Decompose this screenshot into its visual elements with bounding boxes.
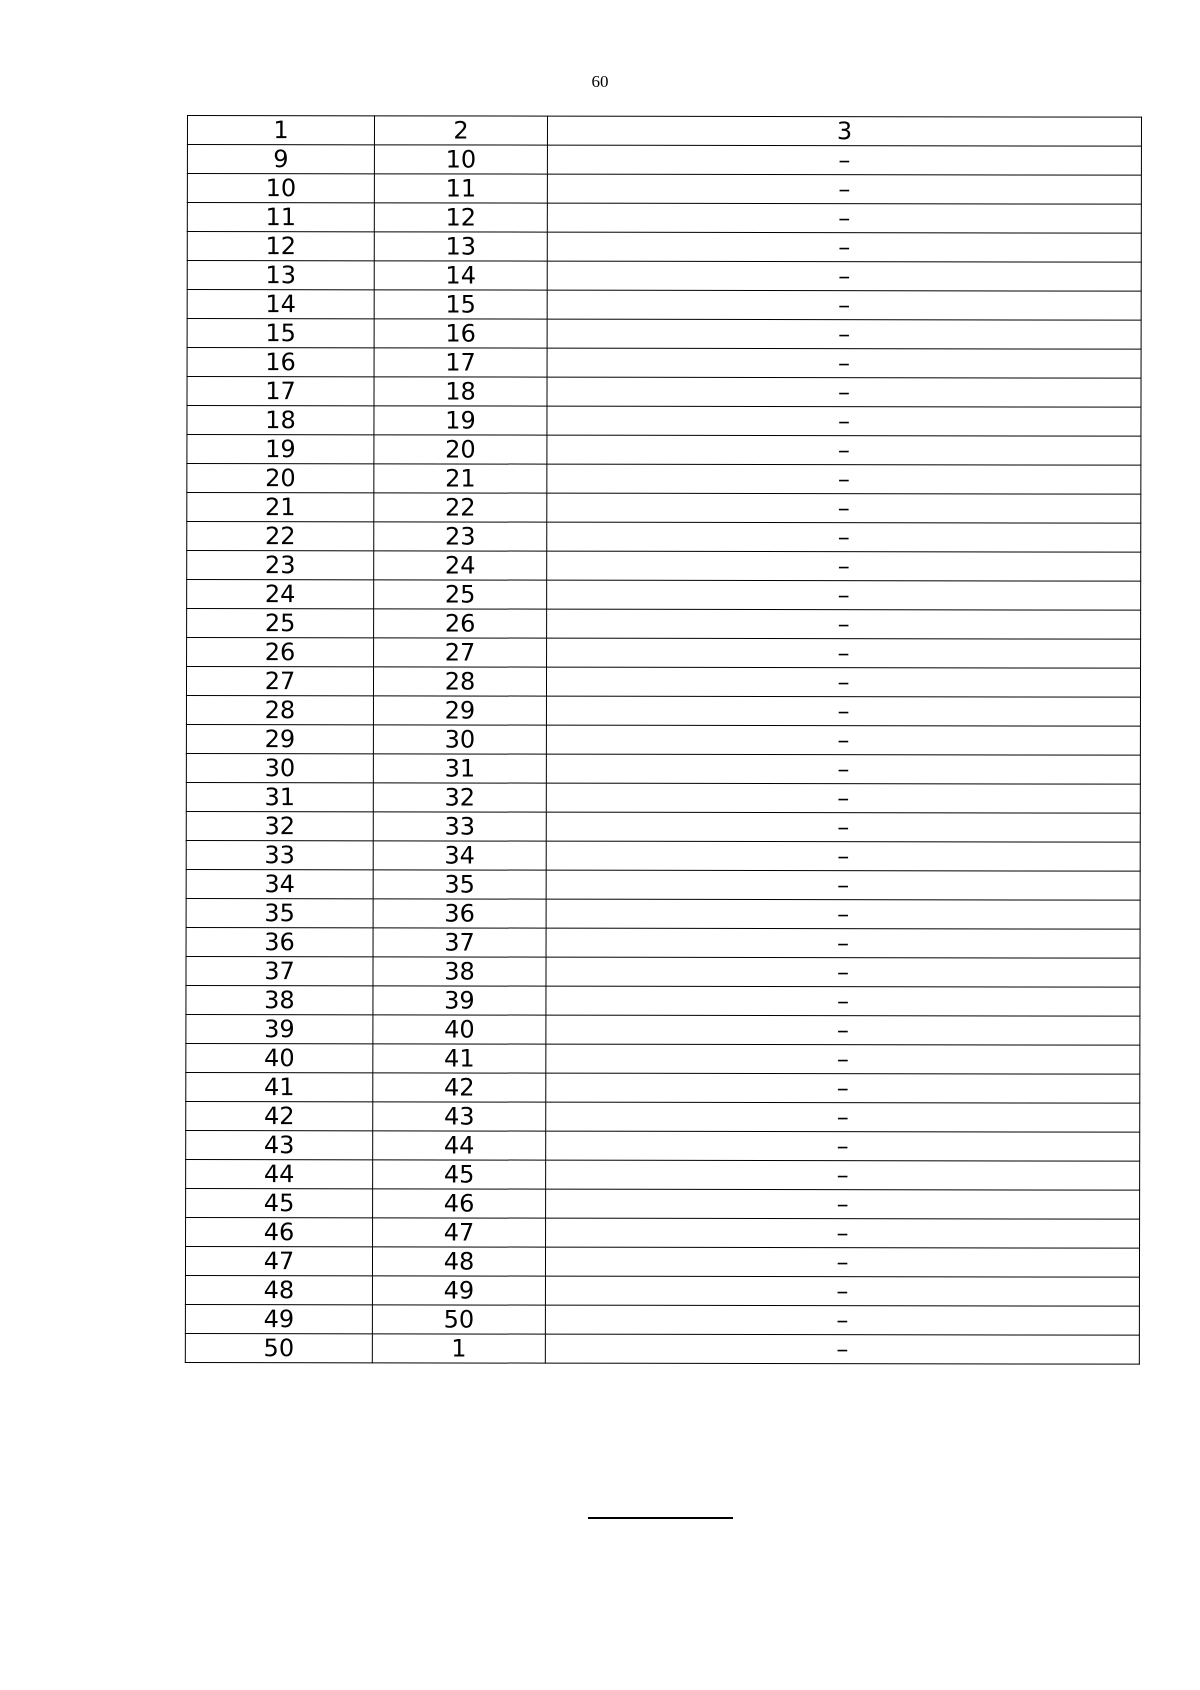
table-row [185,1333,1139,1364]
table-cell-col-2: 15 [374,290,547,319]
table-cell-col-2: 23 [374,522,547,551]
table-cell-col-2: 44 [373,1131,546,1160]
table-cell-col-2: 37 [373,928,546,957]
table-cell-col-1: 1 [187,116,374,145]
table-row [187,348,1141,379]
table-cell-col-2: 20 [374,435,547,464]
table-cell-col-2: 25 [374,580,547,609]
table-cell-col-3: – [546,812,1140,842]
table-cell-col-3: – [546,1073,1140,1103]
table-row [187,638,1141,669]
table-cell-col-2: 35 [373,870,546,899]
table-row [187,522,1141,553]
table-cell-col-2: 31 [373,754,546,783]
table-cell-col-3: – [547,145,1141,175]
table-cell-col-2: 40 [373,1015,546,1044]
table-cell-col-1: 15 [187,319,374,348]
table-cell-col-3: – [546,1015,1140,1045]
table-row [186,840,1140,871]
table-row [187,203,1141,234]
table-row [187,406,1141,437]
table-cell-col-2: 22 [374,493,547,522]
table-cell-col-1: 28 [186,696,373,725]
table-cell-col-2: 19 [374,406,547,435]
page-number: 60 [591,72,609,91]
table-cell-col-1: 10 [187,174,374,203]
table-cell-col-3: – [547,203,1141,233]
table-cell-col-1: 9 [187,145,374,174]
table-cell-col-2: 28 [373,667,546,696]
table-cell-col-1: 38 [186,985,373,1014]
table-row [186,1217,1140,1248]
table-cell-col-2: 32 [373,783,546,812]
table-row [186,1130,1140,1161]
table-cell-col-1: 31 [186,782,373,811]
table-row [187,261,1141,292]
table-cell-col-2: 12 [374,203,547,232]
table-cell-col-3: – [546,1044,1140,1074]
table-cell-col-1: 33 [186,840,373,869]
table-cell-col-3: – [546,1189,1140,1219]
table-cell-col-3: – [547,609,1141,639]
table-row [186,811,1140,842]
table-cell-col-3: – [546,696,1140,726]
table-cell-col-3: – [547,464,1141,494]
table-cell-col-3: – [546,667,1140,697]
table-cell-col-3: – [547,290,1141,320]
table-row [187,493,1141,524]
table-cell-col-1: 27 [186,667,373,696]
table-row [186,1101,1140,1132]
table-cell-col-2: 11 [374,174,547,203]
table-cell-col-2: 46 [373,1189,546,1218]
table-cell-col-1: 14 [187,290,374,319]
data-table [185,115,1142,1365]
table-row [185,1304,1139,1335]
table-cell-col-3: – [547,174,1141,204]
table-cell-col-1: 23 [187,551,374,580]
table-row [186,724,1140,755]
table-cell-col-2: 26 [374,609,547,638]
table-cell-col-3: – [546,870,1140,900]
table-cell-col-1: 43 [186,1130,373,1159]
table-cell-col-1: 26 [187,638,374,667]
table-cell-col-3: – [547,522,1141,552]
table-cell-col-2: 2 [374,116,547,145]
table-cell-col-1: 50 [185,1333,372,1362]
table-row [186,1159,1140,1190]
table-cell-col-1: 30 [186,753,373,782]
table-cell-col-1: 20 [187,464,374,493]
table-cell-col-3: – [546,725,1140,755]
table-cell-col-2: 24 [374,551,547,580]
table-cell-col-3: – [545,1334,1139,1364]
table-cell-col-2: 48 [372,1247,545,1276]
table-cell-col-1: 42 [186,1101,373,1130]
table-row [186,696,1140,727]
table-cell-col-1: 12 [187,232,374,261]
table-cell-col-3: – [545,1247,1139,1277]
table-cell-col-2: 30 [373,725,546,754]
table-cell-col-2: 39 [373,986,546,1015]
table-cell-col-3: – [547,638,1141,668]
table-row [187,319,1141,350]
table-row [186,956,1140,987]
table-cell-col-2: 1 [372,1334,545,1363]
table-row [186,782,1140,813]
table-row [187,232,1141,263]
table-cell-col-3: – [547,348,1141,378]
table-cell-col-3: – [546,957,1140,987]
table-row [186,1072,1140,1103]
table-cell-col-2: 27 [374,638,547,667]
table-cell-col-2: 47 [373,1218,546,1247]
table-cell-col-2: 10 [374,145,547,174]
table-cell-col-3: – [547,406,1141,436]
table-row [186,1043,1140,1074]
table-cell-col-2: 21 [374,464,547,493]
table-cell-col-2: 43 [373,1102,546,1131]
table-cell-col-2: 36 [373,899,546,928]
table-cell-col-1: 25 [187,609,374,638]
table-cell-col-2: 41 [373,1044,546,1073]
table-row [187,435,1141,466]
table-cell-col-3: – [547,435,1141,465]
table-cell-col-3: – [546,754,1140,784]
table-cell-col-2: 29 [373,696,546,725]
table-cell-col-3: – [546,899,1140,929]
table-cell-col-2: 16 [374,319,547,348]
table-cell-col-3: – [546,1131,1140,1161]
table-row [186,753,1140,784]
table-cell-col-3: – [547,377,1141,407]
table-row [187,290,1141,321]
table-cell-col-1: 45 [186,1188,373,1217]
table-cell-col-3: – [546,841,1140,871]
table-row [186,1188,1140,1219]
table-cell-col-3: – [546,928,1140,958]
table-cell-col-1: 48 [185,1275,372,1304]
table-cell-col-2: 45 [373,1160,546,1189]
table-row [187,174,1141,205]
table-row [186,667,1140,698]
table-row [187,377,1141,408]
table-cell-col-1: 24 [187,580,374,609]
table-body [185,116,1141,1365]
table-cell-col-3: – [547,261,1141,291]
table-cell-col-1: 49 [185,1304,372,1333]
table-cell-col-3: – [546,1218,1140,1248]
table-row [185,1275,1139,1306]
table-cell-col-2: 42 [373,1073,546,1102]
table-cell-col-1: 46 [186,1217,373,1246]
table-cell-col-3: – [546,986,1140,1016]
table-row [187,609,1141,640]
table-cell-col-1: 13 [187,261,374,290]
table-cell-col-2: 14 [374,261,547,290]
table-cell-col-1: 11 [187,203,374,232]
table-cell-col-1: 39 [186,1014,373,1043]
table-cell-col-3: – [546,1102,1140,1132]
table-cell-col-1: 41 [186,1072,373,1101]
table-row [186,927,1140,958]
table-cell-col-2: 50 [372,1305,545,1334]
table-cell-col-2: 33 [373,812,546,841]
table-cell-col-1: 29 [186,724,373,753]
table-cell-col-1: 18 [187,406,374,435]
table-cell-col-1: 40 [186,1043,373,1072]
table-row [185,1246,1139,1277]
table-row [186,869,1140,900]
table-row [187,464,1141,495]
table-row [186,898,1140,929]
table-cell-col-1: 34 [186,869,373,898]
table-cell-col-1: 19 [187,435,374,464]
table-cell-col-3: – [547,319,1141,349]
table-cell-col-3: – [547,493,1141,523]
table-cell-col-2: 38 [373,957,546,986]
table-row [187,551,1141,582]
table-row [187,145,1141,176]
table-cell-col-3: – [547,580,1141,610]
end-rule [588,1517,733,1519]
table-cell-col-1: 16 [187,348,374,377]
table-row [186,1014,1140,1045]
table-cell-col-3: – [546,783,1140,813]
table-cell-col-2: 17 [374,348,547,377]
table-cell-col-2: 49 [372,1276,545,1305]
table-cell-col-1: 21 [187,493,374,522]
table-cell-col-1: 36 [186,927,373,956]
table-cell-col-1: 44 [186,1159,373,1188]
table-cell-col-3: – [545,1276,1139,1306]
table-cell-col-1: 22 [187,522,374,551]
table-cell-col-1: 17 [187,377,374,406]
table-cell-col-2: 34 [373,841,546,870]
table-cell-col-3: 3 [547,116,1141,146]
table-cell-col-3: – [547,551,1141,581]
table-cell-col-3: – [546,1160,1140,1190]
table-header-row [187,116,1141,147]
table-row [186,985,1140,1016]
table-cell-col-2: 18 [374,377,547,406]
table-cell-col-3: – [545,1305,1139,1335]
table-cell-col-1: 37 [186,956,373,985]
table-row [187,580,1141,611]
table-cell-col-3: – [547,232,1141,262]
table-cell-col-1: 47 [185,1246,372,1275]
table-cell-col-1: 35 [186,898,373,927]
table-cell-col-1: 32 [186,811,373,840]
table-cell-col-2: 13 [374,232,547,261]
